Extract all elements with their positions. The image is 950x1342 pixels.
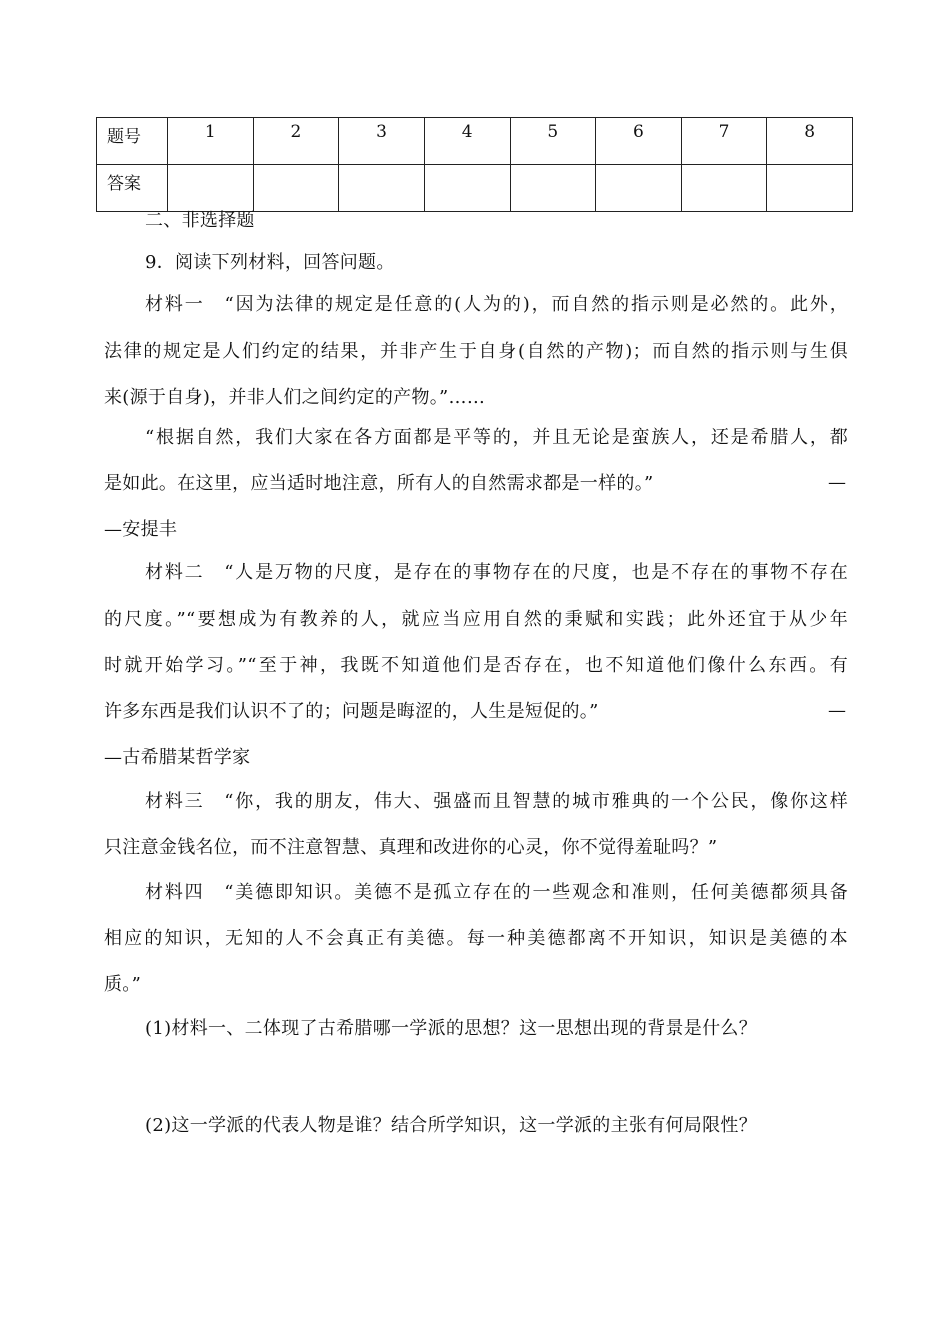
material-1-line: 来(源于自身)，并非人们之间约定的产物。”…… bbox=[104, 387, 486, 408]
question-number-label: 题号 bbox=[97, 118, 168, 165]
question-number-cell: 4 bbox=[424, 118, 510, 165]
material-4-line: 质。” bbox=[104, 974, 142, 995]
answer-cell[interactable] bbox=[767, 165, 853, 212]
question-number-cell: 2 bbox=[253, 118, 339, 165]
answer-table bbox=[96, 117, 853, 212]
answer-cell[interactable] bbox=[168, 165, 254, 212]
question-number-cell: 7 bbox=[681, 118, 767, 165]
question-number-cell: 8 bbox=[767, 118, 853, 165]
attribution-dash: — bbox=[828, 700, 846, 721]
material-2-line: 许多东西是我们认识不了的；问题是晦涩的，人生是短促的。” bbox=[104, 701, 599, 722]
attribution-dash: — bbox=[828, 472, 846, 493]
question-number-cell: 1 bbox=[168, 118, 254, 165]
material-3-line: 只注意金钱名位，而不注意智慧、真理和改进你的心灵，你不觉得羞耻吗？” bbox=[104, 837, 718, 858]
material-1-line: 是如此。在这里，应当适时地注意，所有人的自然需求都是一样的。” bbox=[104, 473, 654, 494]
material-4-line: 相应的知识，无知的人不会真正有美德。每一种美德都离不开知识，知识是美德的本 bbox=[104, 928, 848, 949]
sub-question-1: (1)材料一、二体现了古希腊哪一学派的思想？这一思想出现的背景是什么？ bbox=[145, 1018, 757, 1039]
material-1-line: 法律的规定是人们约定的结果，并非产生于自身(自然的产物)；而自然的指示则与生俱 bbox=[104, 341, 848, 362]
answer-cell[interactable] bbox=[681, 165, 767, 212]
material-1-line: “根据自然，我们大家在各方面都是平等的，并且无论是蛮族人，还是希腊人，都 bbox=[145, 427, 848, 448]
answer-cell[interactable] bbox=[339, 165, 425, 212]
material-2-line: 的尺度。”“要想成为有教养的人，就应当应用自然的秉赋和实践；此外还宜于从少年 bbox=[104, 609, 848, 630]
material-4-line: 材料四 “美德即知识。美德不是孤立存在的一些观念和准则，任何美德都须具备 bbox=[145, 882, 848, 903]
material-3-line: 材料三 “你，我的朋友，伟大、强盛而且智慧的城市雅典的一个公民，像你这样 bbox=[145, 791, 848, 812]
question-number-cell: 3 bbox=[339, 118, 425, 165]
material-2-source: —古希腊某哲学家 bbox=[104, 747, 251, 768]
material-2-line: 时就开始学习。”“至于神，我既不知道他们是否存在，也不知道他们像什么东西。有 bbox=[104, 655, 848, 676]
material-1-source: —安提丰 bbox=[104, 519, 178, 540]
answer-cell[interactable] bbox=[424, 165, 510, 212]
answer-cell[interactable] bbox=[596, 165, 682, 212]
question-9-prompt: 9．阅读下列材料，回答问题。 bbox=[145, 252, 395, 273]
answer-label: 答案 bbox=[97, 165, 168, 212]
answer-cell[interactable] bbox=[253, 165, 339, 212]
question-number-cell: 5 bbox=[510, 118, 596, 165]
answer-cell[interactable] bbox=[510, 165, 596, 212]
table-row-numbers bbox=[97, 118, 853, 165]
material-1-line: 材料一 “因为法律的规定是任意的(人为的)，而自然的指示则是必然的。此外， bbox=[145, 294, 848, 315]
material-2-line: 材料二 “人是万物的尺度，是存在的事物存在的尺度，也是不存在的事物不存在 bbox=[145, 562, 848, 583]
question-number-cell: 6 bbox=[596, 118, 682, 165]
table-row-answers bbox=[97, 165, 853, 212]
section-title: 二、非选择题 bbox=[145, 210, 255, 231]
sub-question-2: (2)这一学派的代表人物是谁？结合所学知识，这一学派的主张有何局限性？ bbox=[145, 1115, 757, 1136]
